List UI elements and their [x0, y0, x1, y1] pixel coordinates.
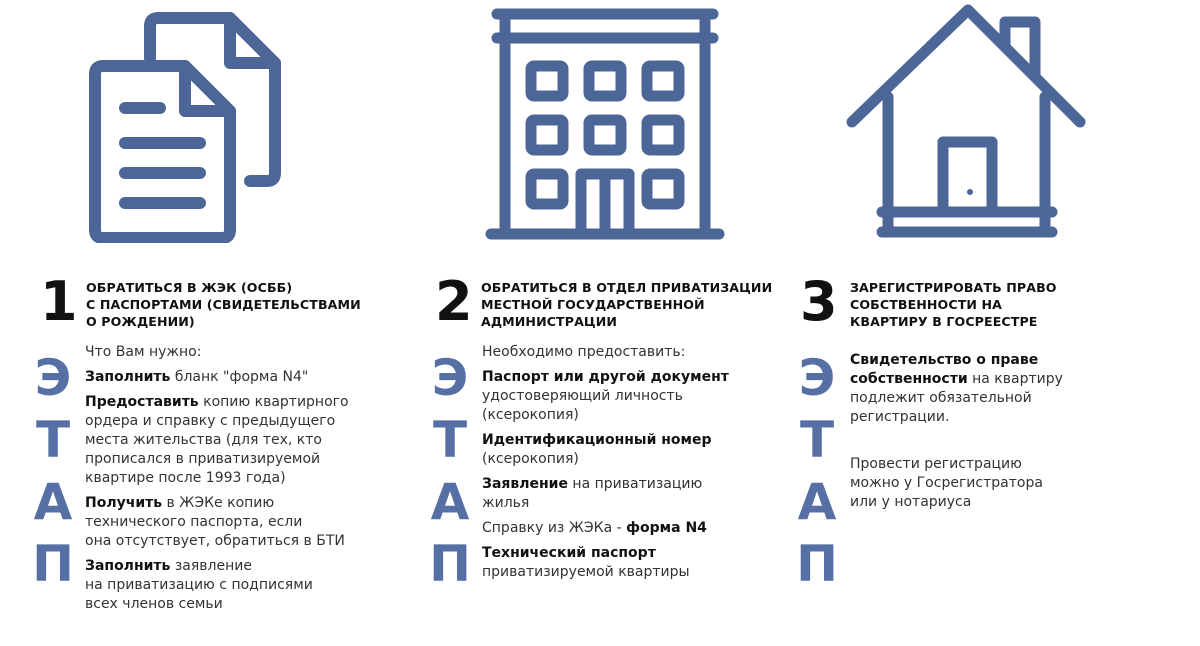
stage-word: Э Т А П [429, 349, 471, 593]
stage-heading: ОБРАТИТЬСЯ В ОТДЕЛ ПРИВАТИЗАЦИИ МЕСТНОЙ ГОСУДАРСТВЕННОЙ АДМИНИСТРАЦИИ [481, 280, 773, 329]
list-item: Справку из ЖЭКа - форма N4 [482, 520, 707, 536]
list-item: Паспорт или другой документ [482, 369, 729, 385]
stage-number: 1 [40, 270, 78, 333]
building-icon [485, 8, 725, 243]
stage-word: Э Т А П [796, 349, 838, 593]
intro-text: Необходимо предоставить: [482, 344, 686, 360]
stage-requirements: Что Вам нужно: Заполнить бланк "форма N4" Предоставить копию квартирного ордера и справку с предыдущего места жительства (для тех, кто прописался в приватизируемой квартире после 1993 года) Получить в ЖЭКе копию технического паспорта, если она отсутствует, обратиться в БТИ Заполнить заявление на приватизацию с подписями всех членов семьи [85, 344, 349, 612]
stage-heading: ОБРАТИТЬСЯ В ЖЭК (ОСББ) С ПАСПОРТАМИ (СВИДЕТЕЛЬСТВАМИ О РОЖДЕНИИ) [86, 280, 361, 329]
list-item: Заполнить бланк "форма N4" [85, 369, 309, 385]
stage-requirements: Необходимо предоставить: Паспорт или другой документ удостоверяющий личность (ксерокопия) Идентификационный номер (ксерокопия) Заявление на приватизацию жилья Справку из ЖЭКа - форма N4 Технический паспорт приватизируемой квартиры [482, 344, 729, 580]
house-icon [840, 2, 1090, 242]
stage-word: Э Т А П [32, 349, 74, 593]
list-item: Получить в ЖЭКе копию [85, 495, 275, 511]
note-text: Провести регистрацию [850, 456, 1022, 472]
list-item: Идентификационный номер [482, 432, 712, 448]
intro-text: Что Вам нужно: [85, 344, 202, 360]
stage-heading: ЗАРЕГИСТРИРОВАТЬ ПРАВО СОБСТВЕННОСТИ НА КВАРТИРУ В ГОСРЕЕСТРЕ [850, 280, 1057, 329]
list-item: Заявление на приватизацию [482, 476, 703, 492]
stage-requirements: Свидетельство о праве собственности на квартиру подлежит обязательной регистрации. Провести регистрацию можно у Госрегистратора или у нотариуса [850, 352, 1063, 510]
documents-icon [85, 8, 285, 243]
list-item: Технический паспорт [482, 545, 656, 561]
stage-number: 3 [800, 270, 838, 333]
list-item: Предоставить копию квартирного [85, 394, 349, 410]
list-item: Заполнить заявление [85, 558, 252, 574]
stage-number: 2 [435, 270, 473, 333]
